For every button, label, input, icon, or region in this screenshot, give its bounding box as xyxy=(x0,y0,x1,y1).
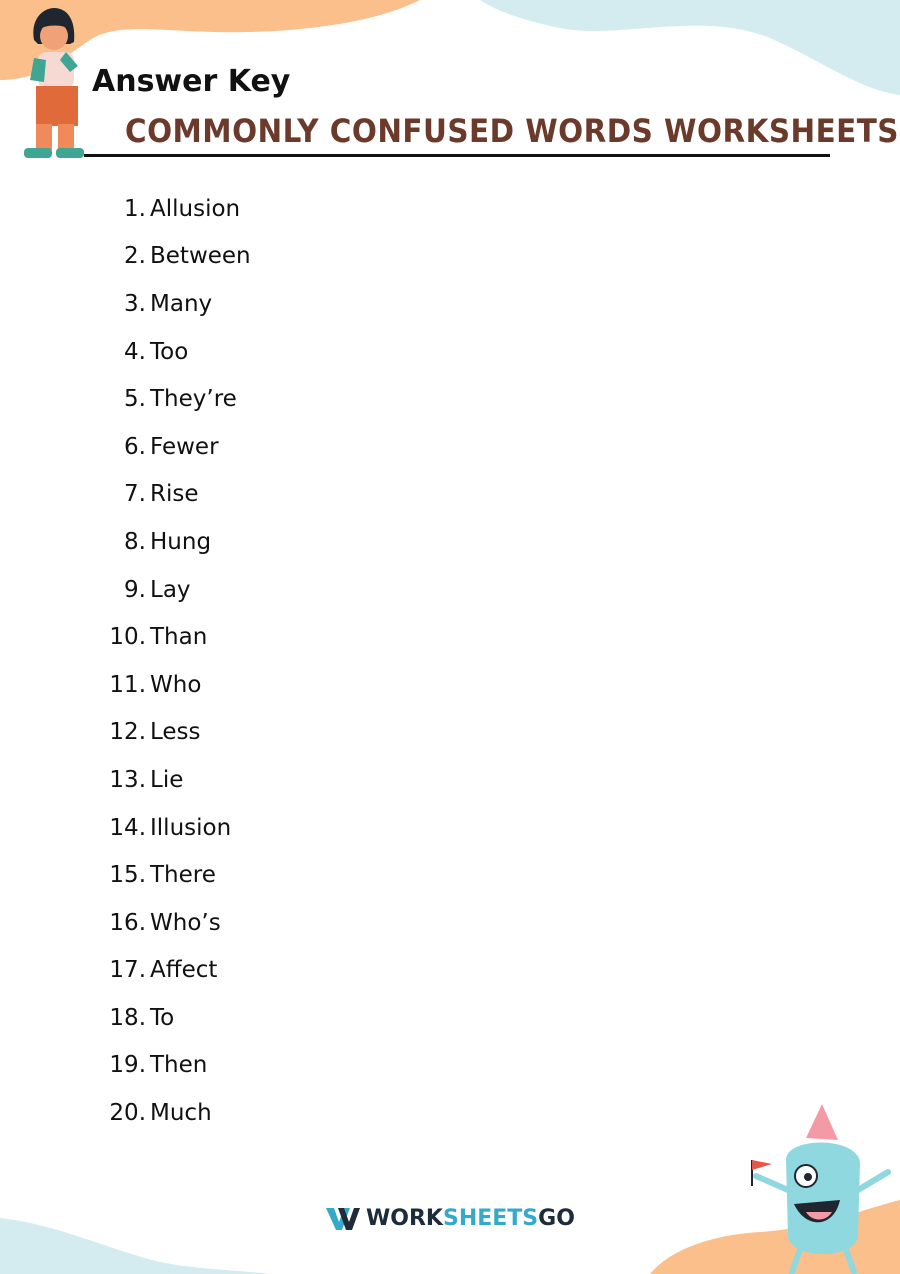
title-underline-divider xyxy=(84,154,830,157)
answer-item xyxy=(100,947,251,995)
answer-number: 12. xyxy=(109,719,146,746)
worksheet-title: COMMONLY CONFUSED WORDS WORKSHEETS xyxy=(125,112,899,150)
answer-word: Who’s xyxy=(150,909,221,936)
answer-number: 11. xyxy=(109,671,146,698)
answer-word: Then xyxy=(150,1052,208,1079)
answer-word: Much xyxy=(150,1100,212,1127)
answer-item xyxy=(100,566,251,614)
answer-key-label: Answer Key xyxy=(92,64,291,99)
bottom-orange-blob xyxy=(650,1200,900,1274)
answer-word: Hung xyxy=(150,528,212,555)
answer-number: 6. xyxy=(124,433,146,460)
answer-item xyxy=(100,661,251,709)
answer-list xyxy=(100,185,251,1137)
answer-word: They’re xyxy=(150,386,237,413)
answer-word: Illusion xyxy=(150,814,232,841)
answer-number: 13. xyxy=(109,766,146,793)
answer-word: Lay xyxy=(150,576,191,603)
answer-word: Affect xyxy=(150,957,218,984)
answer-item xyxy=(100,185,251,233)
answer-item xyxy=(100,1042,251,1090)
answer-number: 1. xyxy=(124,195,146,222)
answer-word: Than xyxy=(150,624,208,651)
answer-number: 4. xyxy=(124,338,146,365)
answer-word: Allusion xyxy=(150,195,241,222)
answer-word: Many xyxy=(150,290,213,317)
answer-word: Who xyxy=(150,671,202,698)
brand-text-sheets: SHEETS xyxy=(442,1206,539,1231)
answer-word: Between xyxy=(150,243,251,270)
brand-text-work: WORK xyxy=(366,1206,443,1231)
answer-number: 16. xyxy=(109,909,146,936)
answer-number: 15. xyxy=(109,862,146,889)
answer-item xyxy=(100,994,251,1042)
answer-item xyxy=(100,756,251,804)
answer-number: 19. xyxy=(109,1052,146,1079)
answer-number: 7. xyxy=(124,481,146,508)
answer-item xyxy=(100,471,251,519)
answer-word: Fewer xyxy=(150,433,219,460)
answer-item xyxy=(100,709,251,757)
answer-item xyxy=(100,328,251,376)
answer-item xyxy=(100,851,251,899)
brand-text-go: GO xyxy=(538,1206,575,1231)
top-blue-blob xyxy=(480,0,900,95)
answer-item xyxy=(100,375,251,423)
answer-word: Lie xyxy=(150,766,184,793)
answer-item xyxy=(100,280,251,328)
answer-number: 5. xyxy=(124,386,146,413)
answer-number: 18. xyxy=(109,1004,146,1031)
answer-word: Less xyxy=(150,719,201,746)
answer-word: To xyxy=(150,1004,175,1031)
answer-item xyxy=(100,899,251,947)
answer-item xyxy=(100,1089,251,1137)
answer-item xyxy=(100,518,251,566)
worksheetsgo-logo-icon xyxy=(326,1208,360,1230)
answer-item xyxy=(100,613,251,661)
answer-item xyxy=(100,804,251,852)
answer-number: 2. xyxy=(124,243,146,270)
answer-number: 3. xyxy=(124,290,146,317)
brand-logo xyxy=(326,1206,575,1231)
answer-item xyxy=(100,423,251,471)
answer-number: 8. xyxy=(124,528,146,555)
answer-word: Rise xyxy=(150,481,199,508)
answer-number: 14. xyxy=(109,814,146,841)
answer-word: There xyxy=(150,862,216,889)
answer-item xyxy=(100,233,251,281)
answer-number: 10. xyxy=(109,624,146,651)
answer-word: Too xyxy=(150,338,189,365)
answer-number: 9. xyxy=(124,576,146,603)
answer-number: 20. xyxy=(109,1100,146,1127)
answer-number: 17. xyxy=(109,957,146,984)
bottom-blue-blob xyxy=(0,1218,270,1274)
